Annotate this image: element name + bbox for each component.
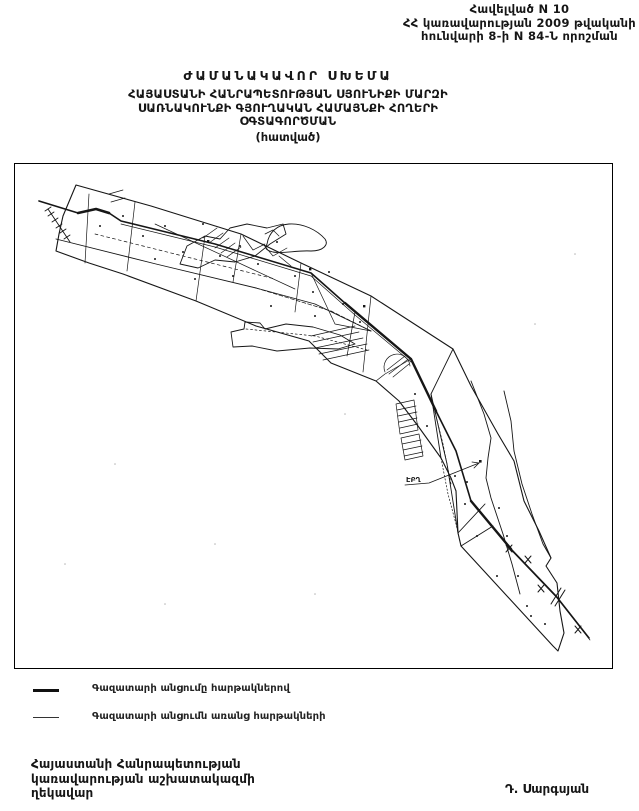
title-land-use: ՕԳՏԱԳՈՐԾՄԱՆ	[239, 114, 337, 128]
cross-mark	[538, 585, 544, 592]
title-scheme-type: ԺԱՄԱՆԱԿԱՎՈՐ ՍԽԵՄԱ	[183, 68, 393, 83]
ticked-start-segment	[45, 207, 70, 242]
map-dot	[526, 605, 528, 607]
noise-dot	[114, 463, 116, 465]
map-dot	[506, 535, 508, 537]
pipeline-platform-segment	[345, 303, 436, 411]
survey-dots	[99, 215, 546, 625]
parcel-line	[196, 236, 205, 301]
map-dot	[314, 315, 316, 317]
pipeline-node-mark	[309, 268, 311, 270]
map-dot	[122, 215, 124, 217]
parcel-line	[85, 194, 89, 263]
dashed-line	[95, 234, 275, 279]
inner-parcel-line	[471, 381, 520, 594]
gas-pipeline-parallel-line	[121, 224, 411, 362]
noise-dot	[344, 413, 346, 415]
map-dot	[414, 393, 416, 395]
annex-number-line: Հավելված N 10	[469, 2, 570, 16]
signatory-line-republic: Հայաստանի Հանրապետության	[31, 757, 241, 771]
map-dot	[276, 241, 278, 243]
pipeline-cross-marks	[506, 545, 581, 633]
map-dot	[270, 305, 272, 307]
parcel-blob	[266, 224, 326, 253]
decision-date-line: հունվարի 8-ի N 84-Ն որոշման	[421, 29, 618, 43]
corridor-outline	[56, 185, 564, 651]
gas-pipeline-main-line	[39, 201, 589, 638]
title-fragment-note: (հատված)	[255, 129, 321, 144]
map-dot	[359, 321, 361, 323]
map-dot	[219, 255, 221, 257]
inner-parcel-line	[458, 504, 493, 546]
map-dot	[476, 535, 478, 537]
map-dot	[517, 575, 519, 577]
map-dot	[498, 507, 500, 509]
noise-dot	[314, 593, 316, 595]
parcel-line	[127, 202, 135, 271]
legend-thick-line-swatch	[33, 689, 59, 692]
noise-dot	[64, 563, 66, 565]
parcel-boundary-lines	[85, 190, 411, 381]
hatch-semicircle	[384, 354, 410, 377]
map-dot	[530, 615, 532, 617]
title-community-lands: ՍԱՌՆԱԿՈՒՆՔԻ ԳՅՈՒՂԱԿԱՆ ՀԱՄԱՅՆՔԻ ՀՈՂԵՐԻ	[137, 100, 439, 115]
map-dot	[257, 263, 259, 265]
map-dot	[202, 223, 204, 225]
map-dot	[164, 225, 166, 227]
pipeline-platform-segment	[78, 209, 109, 213]
striped-parcel	[396, 400, 418, 434]
map-dot	[154, 258, 156, 260]
cross-mark	[575, 626, 581, 633]
government-decision-line: ՀՀ կառավարության 2009 թվականի	[402, 15, 636, 30]
legend-label-with-platforms: Գազատարի անցումը հարթակներով	[92, 683, 290, 694]
map-dot	[342, 303, 344, 305]
map-dot	[426, 425, 428, 427]
map-dot	[142, 235, 144, 237]
map-dot	[454, 475, 456, 477]
map-dot	[464, 503, 466, 505]
inner-parcel-line	[431, 394, 458, 533]
parcel-line	[295, 263, 301, 312]
inner-parcel-line	[504, 391, 551, 558]
map-dot	[496, 575, 498, 577]
map-dot	[99, 225, 101, 227]
map-dot	[182, 251, 184, 253]
map-dot	[194, 278, 196, 280]
striped-parcel	[401, 434, 423, 460]
noise-dot	[534, 323, 536, 325]
feature-label: ԷԲՂ	[406, 476, 421, 484]
map-frame	[14, 163, 613, 669]
parcel-line	[376, 359, 411, 381]
cross-mark	[525, 556, 531, 563]
signatory-line-chief: ղեկավար	[31, 786, 94, 800]
signature-name: Դ. Սարգսյան	[505, 782, 590, 796]
cadastral-map-drawing	[15, 164, 612, 668]
signatory-line-staff: կառավարության աշխատակազմի	[31, 771, 256, 786]
decision-reference-block	[403, 3, 636, 44]
map-dot	[544, 623, 546, 625]
map-dot	[312, 291, 314, 293]
map-dot	[466, 481, 468, 483]
feature-callout	[405, 462, 479, 485]
noise-dot	[214, 543, 216, 545]
legend-thin-line-swatch	[33, 717, 59, 718]
signatory-title-block	[31, 757, 255, 801]
noise-dot	[574, 253, 576, 255]
pipeline-node-mark	[363, 305, 365, 307]
legend-label-without-platforms: Գազատարի անցումն առանց հարթակների	[92, 711, 326, 722]
noise-dot	[164, 603, 166, 605]
map-dot	[328, 271, 330, 273]
map-dot	[239, 245, 241, 247]
document-title-block	[0, 68, 576, 144]
title-republic-region: ՀԱՅԱՍՏԱՆԻ ՀԱՆՐԱՊԵՏՈՒԹՅԱՆ ՍՅՈՒՆԻՔԻ ՄԱՐԶԻ	[128, 87, 448, 101]
pipeline-platform-segment	[471, 501, 511, 549]
parcel-line	[233, 234, 241, 282]
map-dot	[232, 275, 234, 277]
pipeline-node-mark	[207, 240, 209, 242]
map-dot	[294, 275, 296, 277]
pipeline-node-mark	[479, 460, 482, 463]
